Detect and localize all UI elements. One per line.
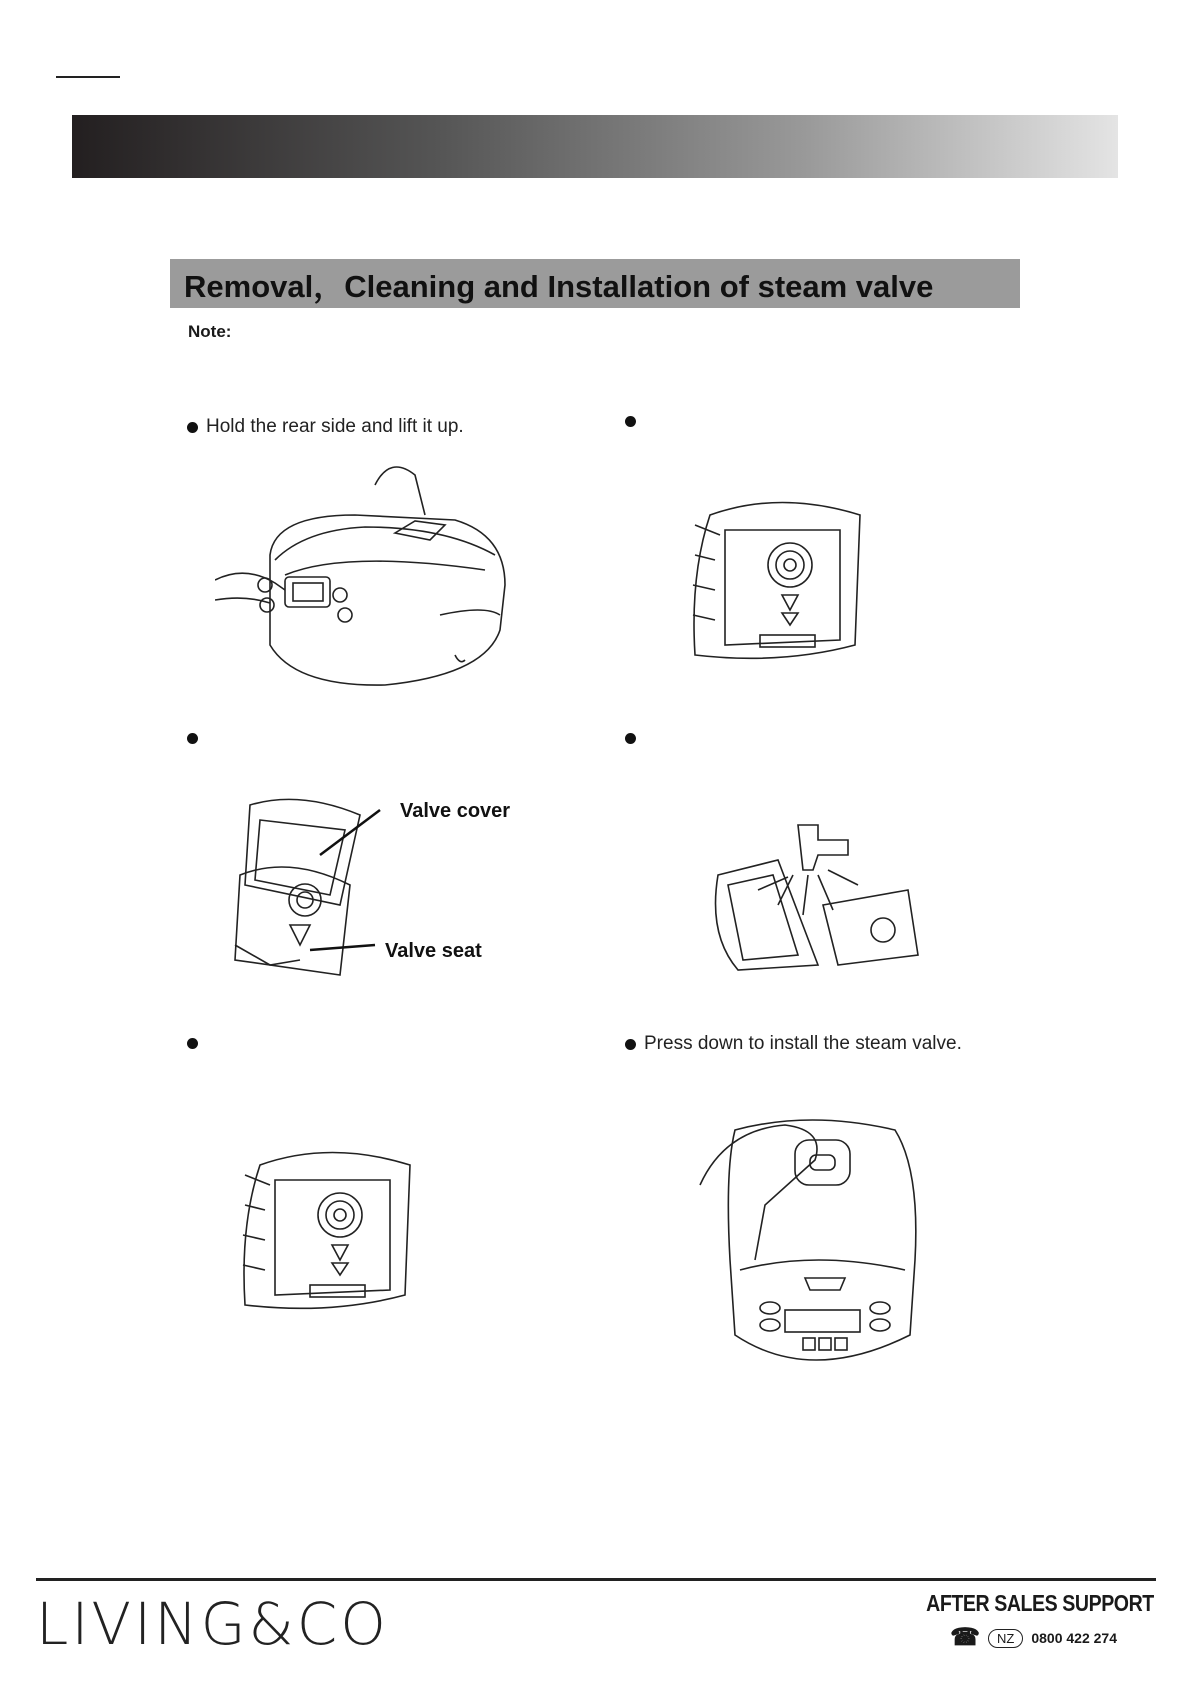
callout-valve-cover: Valve cover <box>400 800 511 822</box>
region-badge: NZ <box>988 1629 1023 1648</box>
support-phone: 0800 422 274 <box>1031 1630 1117 1646</box>
top-rule <box>56 76 120 78</box>
press-install-illustration <box>695 1110 925 1380</box>
bullet-icon <box>187 1038 198 1049</box>
rinse-valve-illustration <box>708 815 923 975</box>
valve-parts-illustration <box>230 795 390 985</box>
bullet-icon <box>625 733 636 744</box>
step-1-text: Hold the rear side and lift it up. <box>206 416 464 437</box>
step-5 <box>187 1038 206 1049</box>
callout-valve-seat: Valve seat <box>385 940 482 962</box>
header-banner <box>72 115 1118 178</box>
bullet-icon <box>625 1039 636 1050</box>
step-6 <box>625 1033 962 1055</box>
section-title: Removal，Cleaning and Installation of steam valve <box>170 259 1020 308</box>
steam-valve-illustration <box>690 495 865 670</box>
step-1 <box>187 416 464 438</box>
note-label: Note: <box>188 322 232 341</box>
step-4 <box>625 733 644 744</box>
cooker-lift-illustration <box>215 455 515 695</box>
step-2 <box>625 416 644 427</box>
bullet-icon <box>187 733 198 744</box>
bullet-icon <box>187 422 198 433</box>
bullet-icon <box>625 416 636 427</box>
step-3 <box>187 733 206 744</box>
support-title: AFTER SALES SUPPORT <box>926 1590 1154 1616</box>
brand-logo: LIVING&CO <box>36 1590 389 1658</box>
footer-rule <box>36 1578 1156 1581</box>
steam-valve-assembled-illustration <box>240 1145 415 1320</box>
phone-icon: ☎ <box>950 1624 981 1651</box>
step-6-text: Press down to install the steam valve. <box>644 1033 962 1054</box>
support-contact <box>950 1626 1117 1650</box>
